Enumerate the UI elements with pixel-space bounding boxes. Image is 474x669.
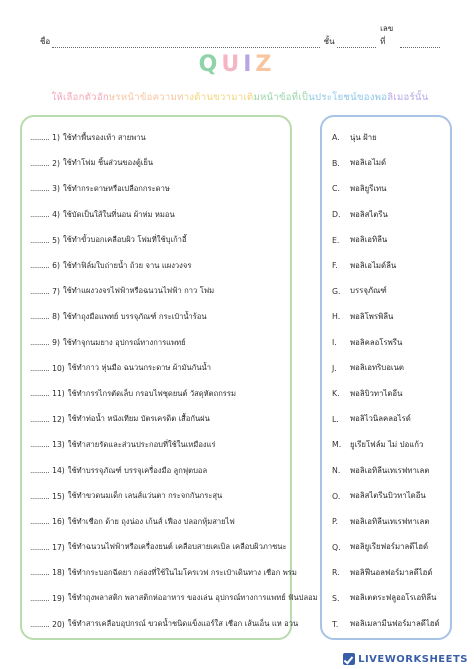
answer-letter: F. bbox=[332, 261, 338, 271]
question-text: ใช้ทำถุงพลาสติก พลาสติกห่ออาหาร ของเล่น อุปกรณ์ทางการแพทย์ ฟันปลอม bbox=[67, 593, 318, 603]
answer-letter: C. bbox=[332, 184, 340, 194]
answer-letter: P. bbox=[332, 517, 338, 527]
answer-blank[interactable]: .......... bbox=[30, 133, 50, 143]
name-field[interactable] bbox=[52, 39, 319, 48]
question-row bbox=[30, 432, 286, 458]
question-row bbox=[30, 381, 286, 407]
answer-blank[interactable]: .......... bbox=[30, 491, 50, 501]
question-text: ใช้ทำขั้วบอกเคลือบผิว โฟมที่ใช้บุเก้าอี้ bbox=[62, 235, 187, 245]
question-text: ใช้ทำกรรไกรตัดเล็บ กรอบไฟชุดยนต์ วัสดุหัตถกรรม bbox=[67, 388, 236, 398]
instruction-segment: นประโยชน์ของพอ bbox=[308, 92, 388, 103]
question-row bbox=[30, 304, 286, 330]
answer-blank[interactable]: .......... bbox=[30, 619, 50, 629]
answer-letter: I. bbox=[332, 338, 337, 348]
question-number: 4) bbox=[52, 210, 60, 220]
number-field[interactable] bbox=[400, 39, 440, 48]
answer-blank[interactable]: .......... bbox=[30, 210, 50, 220]
answer-option bbox=[332, 586, 446, 612]
answer-blank[interactable]: .......... bbox=[30, 568, 50, 578]
question-row bbox=[30, 253, 286, 279]
questions-panel bbox=[20, 115, 318, 640]
question-text: ใช้ทำกระดาษหรือเปลือกกระดาษ bbox=[62, 183, 170, 193]
answer-text: พอลิเอทิลีน bbox=[350, 235, 388, 245]
answer-letter: A. bbox=[332, 133, 340, 143]
answer-text: ยูเรียโฟล์ม ไม่ ปอแก้ว bbox=[350, 439, 424, 449]
answer-option bbox=[332, 279, 446, 305]
answer-letter: T. bbox=[332, 619, 339, 629]
question-text: ใช้ทำกระบอกฉีดยา กล่องที่ใช้ในไมโครเวฟ กระเป๋าเดินทาง เชือก พรม bbox=[67, 567, 297, 577]
question-number: 7) bbox=[52, 286, 60, 296]
answer-letter: N. bbox=[332, 466, 341, 476]
answer-option bbox=[332, 407, 446, 433]
instruction-segment: ให้เลือกตัวอัก bbox=[51, 92, 109, 103]
answer-text: พอลิสไตรีน bbox=[350, 209, 388, 219]
answer-option bbox=[332, 432, 446, 458]
answer-blank[interactable]: .......... bbox=[30, 517, 50, 527]
instruction-segment: มหน้าข้อที่เป็ bbox=[253, 92, 309, 103]
answer-option bbox=[332, 330, 446, 356]
question-row bbox=[30, 330, 286, 356]
question-number: 5) bbox=[52, 235, 60, 245]
question-text: ใช้บัดเป็นใส้ในที่นอน ผ้าห่ม หมอน bbox=[62, 209, 175, 219]
answer-blank[interactable]: .......... bbox=[30, 389, 50, 399]
liveworksheets-logo-icon bbox=[343, 653, 355, 665]
answer-option bbox=[332, 381, 446, 407]
question-text: ใช้ทำสายรัดและส่วนประกอบที่ใช้ในเหมืองแร่ bbox=[67, 439, 216, 449]
question-row bbox=[30, 279, 286, 305]
footer-brand[interactable] bbox=[343, 653, 468, 665]
question-number: 1) bbox=[52, 133, 60, 143]
class-field[interactable] bbox=[337, 39, 377, 48]
question-text: ใช้ทำพื้นรองเท้า สายพาน bbox=[62, 132, 146, 142]
question-row bbox=[30, 407, 286, 433]
answer-option bbox=[332, 355, 446, 381]
question-text: ใช้ทำขวดนมเด็ก เลนส์แว่นตา กระจกกันกระสุน bbox=[67, 491, 223, 501]
question-number: 8) bbox=[52, 312, 60, 322]
instruction-segment: ษรหน้าข้อความท bbox=[108, 92, 184, 103]
question-row bbox=[30, 611, 299, 637]
answer-option bbox=[332, 458, 446, 484]
answers-panel bbox=[320, 115, 452, 640]
answer-blank[interactable]: .......... bbox=[30, 440, 50, 450]
question-row bbox=[30, 151, 286, 177]
class-label: ชั้น bbox=[323, 37, 335, 46]
answer-option bbox=[332, 202, 446, 228]
questions-list bbox=[30, 125, 318, 637]
answer-text: พอลิเมลามีนฟอร์มาลดีไฮด์ bbox=[350, 619, 440, 629]
answer-letter: M. bbox=[332, 440, 342, 450]
answer-letter: D. bbox=[332, 210, 341, 220]
question-number: 11) bbox=[52, 389, 65, 399]
question-number: 2) bbox=[52, 158, 60, 168]
student-info-header bbox=[40, 22, 440, 48]
answer-blank[interactable]: .......... bbox=[30, 158, 50, 168]
question-row bbox=[30, 227, 286, 253]
answer-option bbox=[332, 535, 446, 561]
answer-text: พอลิเตตระฟลูออโรเอทิลีน bbox=[350, 593, 437, 603]
question-row bbox=[30, 458, 286, 484]
answer-letter: R. bbox=[332, 568, 340, 578]
answer-letter: B. bbox=[332, 158, 340, 168]
question-number: 18) bbox=[52, 568, 65, 578]
question-text: ใช้ทำฟิล์มใบถ่ายน้ำ ถ้วย จาน แผงวงจร bbox=[62, 260, 192, 270]
question-row bbox=[30, 483, 286, 509]
brand-name: LIVEWORKSHEETS bbox=[358, 653, 468, 665]
question-row bbox=[30, 535, 286, 561]
answer-blank[interactable]: .......... bbox=[30, 184, 50, 194]
question-row bbox=[30, 202, 286, 228]
answer-option bbox=[332, 176, 446, 202]
answer-text: พอลิเอไมด์ bbox=[350, 158, 387, 168]
question-number: 6) bbox=[52, 261, 60, 271]
instruction-segment: างด้านขวามาเติ bbox=[183, 92, 254, 103]
instruction-segment: ลิเมอร์นั้น bbox=[387, 92, 429, 103]
question-number: 10) bbox=[52, 363, 65, 373]
answer-letter: L. bbox=[332, 414, 339, 424]
answer-option bbox=[332, 560, 446, 586]
answer-option bbox=[332, 509, 446, 535]
answer-text: พอลิฟีนอลฟอร์มาลดีไฮด์ bbox=[350, 567, 433, 577]
question-number: 17) bbox=[52, 542, 65, 552]
answer-blank[interactable]: .......... bbox=[30, 235, 50, 245]
answer-blank[interactable]: .......... bbox=[30, 542, 50, 552]
answer-letter: S. bbox=[332, 593, 340, 603]
question-row bbox=[30, 509, 286, 535]
answer-option bbox=[332, 125, 446, 151]
answer-text: พอลิเอไมด์ลีน bbox=[350, 260, 397, 270]
answer-text: บรรจุภัณฑ์ bbox=[350, 286, 387, 296]
answers-list bbox=[332, 125, 446, 637]
question-row bbox=[30, 355, 286, 381]
answer-text: พอลิยูรีเทน bbox=[350, 183, 387, 193]
answer-text: พอลิคลอโรพรีน bbox=[350, 337, 403, 347]
answer-text: พอลิยูเรียฟอร์มาลดีไฮด์ bbox=[350, 542, 429, 552]
answer-text: พอลิสไตรีนบิวทาไดอีน bbox=[350, 491, 426, 501]
question-text: ใช้ทำแผงวงจรไฟฟ้าหรือฉนวนไฟฟ้า กาว โฟม bbox=[62, 286, 215, 296]
answer-option bbox=[332, 483, 446, 509]
question-text: ใช้ทำถุงมือแพทย์ บรรจุภัณฑ์ กระเป๋าน้ำร้อน bbox=[62, 311, 207, 321]
answer-text: พอลิไวนิลคลอไรด์ bbox=[350, 414, 411, 424]
question-text: ใช้ทำเชือก ด้าย ถุงน่อง เก้นส์ เฟือง ปลอกหุ้มสายไฟ bbox=[67, 516, 235, 526]
answer-blank[interactable]: .......... bbox=[30, 466, 50, 476]
quiz-title-letter: U bbox=[221, 52, 244, 77]
question-row bbox=[30, 560, 297, 586]
answer-option bbox=[332, 253, 446, 279]
question-text: ใช้ทำกาว หุ่นมือ ฉนวนกระดาษ ผ้ามันกันน้ำ bbox=[67, 363, 211, 373]
question-text: ใช้ทำท่อน้ำ หนังเทียม บัตรเครดิต เสื้อกันฝน bbox=[67, 414, 210, 424]
question-number: 19) bbox=[52, 593, 65, 603]
answer-blank[interactable]: .......... bbox=[30, 338, 50, 348]
answer-blank[interactable]: .......... bbox=[30, 363, 50, 373]
question-number: 12) bbox=[52, 414, 65, 424]
quiz-title bbox=[0, 52, 474, 77]
quiz-title-letter: I bbox=[243, 52, 256, 77]
answer-letter: H. bbox=[332, 312, 341, 322]
answer-text: พอลิโพรพิลีน bbox=[350, 311, 394, 321]
answer-option bbox=[332, 611, 446, 637]
answer-letter: E. bbox=[332, 235, 340, 245]
answer-blank[interactable]: .......... bbox=[30, 593, 50, 603]
answer-option bbox=[332, 304, 446, 330]
question-number: 14) bbox=[52, 466, 65, 476]
answer-text: พอลิบิวทาไดอีน bbox=[350, 388, 403, 398]
question-number: 16) bbox=[52, 517, 65, 527]
answer-blank[interactable]: .......... bbox=[30, 261, 50, 271]
question-row bbox=[30, 125, 286, 151]
answer-blank[interactable]: .......... bbox=[30, 414, 50, 424]
answer-text: พอลิเอทริบอเนต bbox=[350, 363, 404, 373]
question-text: ใช้ทำบรรจุภัณฑ์ บรรจุเครื่องมือ ลูกฟุตบอล bbox=[67, 465, 208, 475]
answer-text: พอลิเอทิลีนเทเรฟทาเลต bbox=[350, 465, 430, 475]
answer-letter: G. bbox=[332, 286, 341, 296]
answer-letter: J. bbox=[332, 363, 337, 373]
instruction-text bbox=[25, 90, 455, 105]
answer-text: พอลิเอทิลีนเทเรฟทาเลต bbox=[350, 516, 430, 526]
question-number: 20) bbox=[52, 619, 65, 629]
answer-text: นุ่น ฝ้าย bbox=[350, 132, 377, 142]
name-label: ชื่อ bbox=[40, 37, 51, 46]
question-text: ใช้ทำสารเคลือบอุปกรณ์ ขวดน้ำชนิดแข็งแอร์ใส เชือก เส้นเอ็น แห อวน bbox=[67, 619, 299, 629]
answer-option bbox=[332, 151, 446, 177]
question-text: ใช้ทำจุกนมยาง อุปกรณ์ทางการแพทย์ bbox=[62, 337, 186, 347]
answer-blank[interactable]: .......... bbox=[30, 312, 50, 322]
question-row bbox=[30, 586, 318, 612]
number-label: เลขที่ bbox=[380, 24, 394, 46]
question-number: 3) bbox=[52, 184, 60, 194]
question-number: 15) bbox=[52, 491, 65, 501]
answer-letter: O. bbox=[332, 491, 341, 501]
answer-option bbox=[332, 227, 446, 253]
question-text: ใช้ทำฉนวนไฟฟ้าหรือเครื่องยนต์ เคลือบสายเคเบิล เคลือบผิวภาชนะ bbox=[67, 542, 287, 552]
question-number: 9) bbox=[52, 338, 60, 348]
answer-letter: Q. bbox=[332, 542, 341, 552]
question-text: ใช้ทำโฟม ชิ้นส่วนของตู้เย็น bbox=[62, 158, 154, 168]
question-number: 13) bbox=[52, 440, 65, 450]
answer-blank[interactable]: .......... bbox=[30, 286, 50, 296]
question-row bbox=[30, 176, 286, 202]
quiz-title-letter: Z bbox=[255, 52, 276, 77]
answer-letter: K. bbox=[332, 389, 340, 399]
quiz-title-letter: Q bbox=[198, 52, 222, 77]
